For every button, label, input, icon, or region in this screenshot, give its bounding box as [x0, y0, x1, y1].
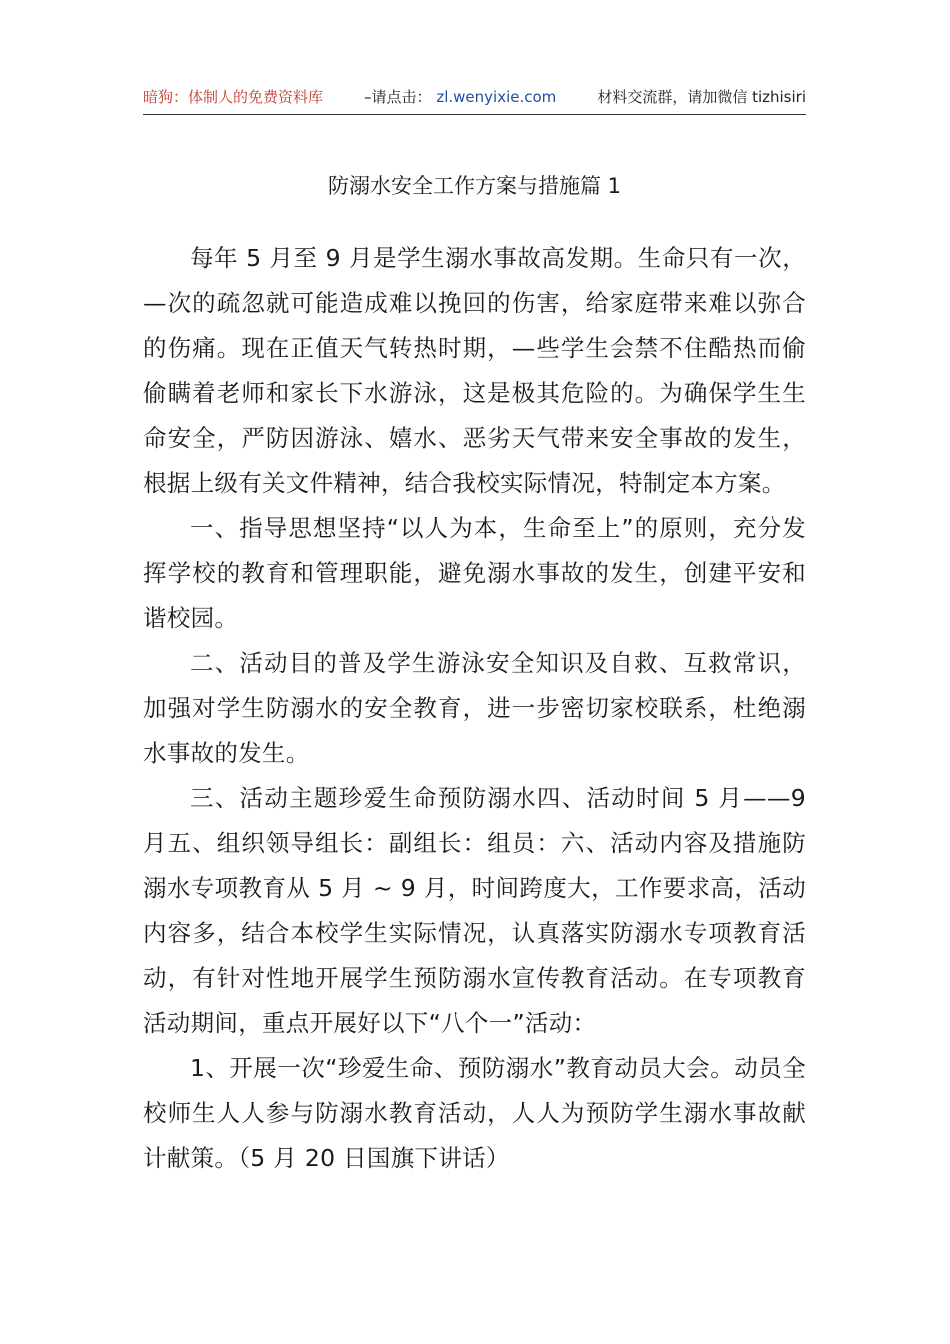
document-body: [143, 236, 806, 1181]
header-divider: [143, 114, 806, 115]
header-url-link[interactable]: zl.wenyixie.com: [436, 88, 557, 106]
header-contact-text: 材料交流群，请加微信 tizhisiri: [597, 88, 806, 106]
page-header: [143, 86, 806, 107]
header-brand-text: 暗狗：体制人的免费资料库: [143, 88, 324, 106]
header-link-group: [364, 86, 556, 107]
paragraph-theme-measures: 三、活动主题珍爱生命预防溺水四、活动时间 5 月——9 月五、组织领导组长：副组长：组员：六、活动内容及措施防溺水专项教育从 5 月 ~ 9 月，时间跨度大，工作要求高，活动内容多，结合本校学生实际情况，认真落实防溺水专项教育活动，有针对性地开展学生预防溺水宣传教育活动。在专项教育活动期间，重点开展好以下“八个一”活动：: [143, 784, 806, 1037]
document-title: 防溺水安全工作方案与措施篇 1: [327, 174, 622, 198]
header-prompt-text: –请点击：: [364, 88, 432, 106]
paragraph-guiding-idea: 一、指导思想坚持“以人为本，生命至上”的原则，充分发挥学校的教育和管理职能，避免溺水事故的发生，创建平安和谐校园。: [143, 514, 806, 632]
paragraph-activity-1: 1、开展一次“珍爱生命、预防溺水”教育动员大会。动员全校师生人人参与防溺水教育活动，人人为预防学生溺水事故献计献策。（5 月 20 日国旗下讲话）: [143, 1054, 806, 1172]
paragraph-purpose: 二、活动目的普及学生游泳安全知识及自救、互救常识，加强对学生防溺水的安全教育，进一步密切家校联系，杜绝溺水事故的发生。: [143, 649, 806, 767]
paragraph-intro: 每年 5 月至 9 月是学生溺水事故高发期。生命只有一次，—次的疏忽就可能造成难以挽回的伤害，给家庭带来难以弥合的伤痛。现在正值天气转热时期，—些学生会禁不住酷热而偷偷瞒着老师和家长下水游泳，这是极其危险的。为确保学生生命安全，严防因游泳、嬉水、恶劣天气带来安全事故的发生，根据上级有关文件精神，结合我校实际情况，特制定本方案。: [143, 244, 806, 497]
